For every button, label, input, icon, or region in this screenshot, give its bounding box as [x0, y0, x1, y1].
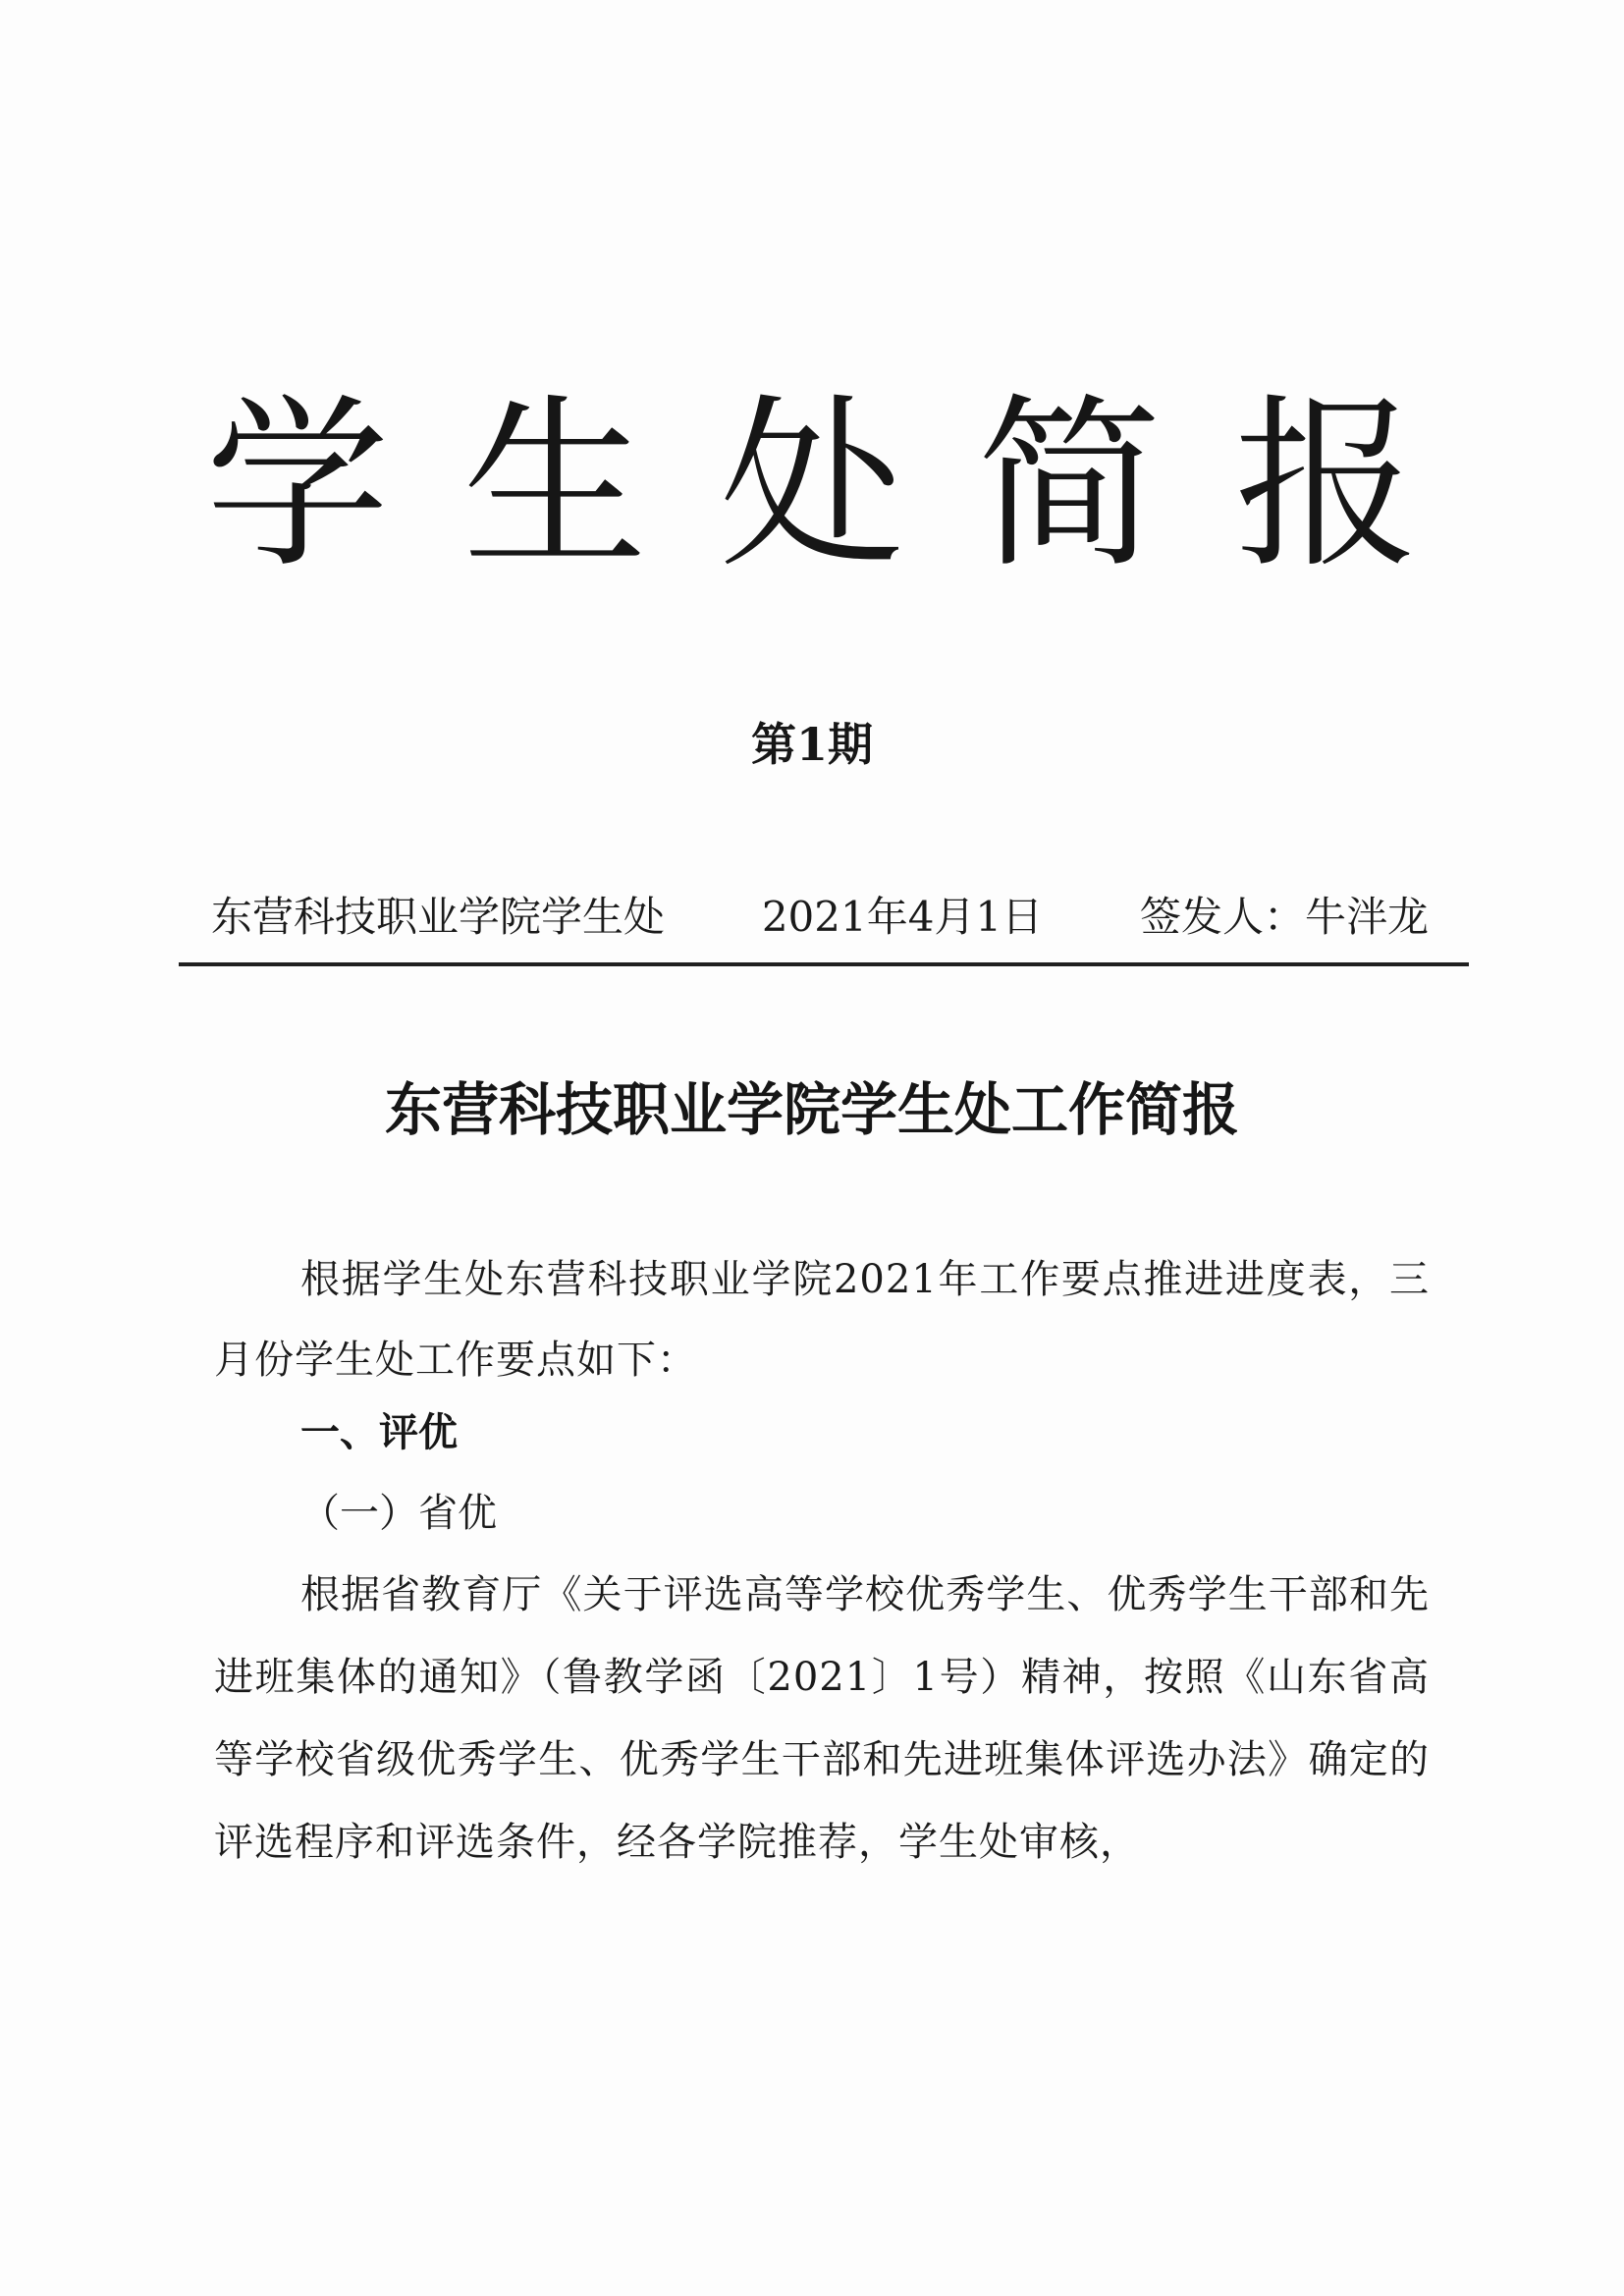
info-line: [211, 890, 1429, 945]
intro-paragraph: 根据学生处东营科技职业学院2021年工作要点推进进度表，三月份学生处工作要点如下：: [214, 1257, 1430, 1383]
body-paragraph: 根据省教育厅《关于评选高等学校优秀学生、优秀学生干部和先进班集体的通知》（鲁教学函〔2021〕1号）精神，按照《山东省高等学校省级优秀学生、优秀学生干部和先进班集体评选办法》确定的评选程序和评选条件，经各学院推荐，学生处审核，: [214, 1572, 1430, 1865]
issue-date: 2021年4月1日: [761, 893, 1044, 941]
header-divider: [179, 962, 1469, 966]
issuer: 东营科技职业学院学生处: [211, 893, 666, 941]
subsection-heading: （一）省优: [300, 1491, 497, 1536]
signer: 签发人：牛泮龙: [1139, 893, 1429, 941]
section-heading: 一、评优: [300, 1409, 458, 1455]
issue-number: 第1期: [750, 718, 873, 771]
masthead-title: 学生处简报: [205, 378, 1491, 593]
document-title: 东营科技职业学院学生处工作简报: [384, 1076, 1239, 1143]
